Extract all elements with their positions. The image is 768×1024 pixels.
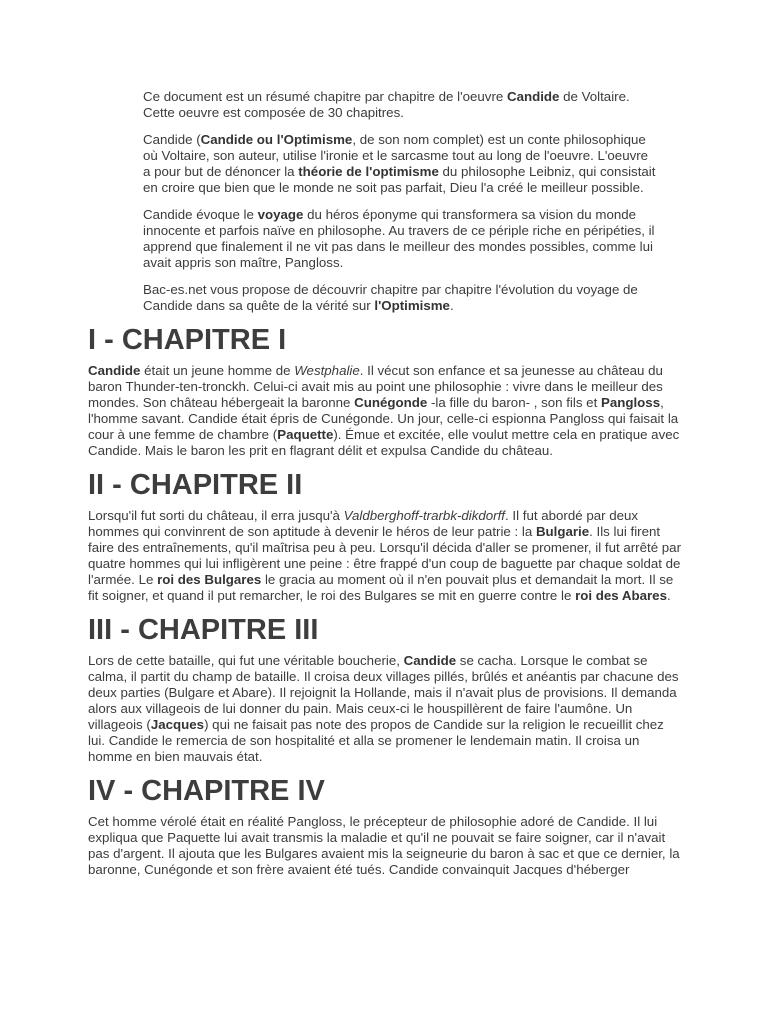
text-run: Cunégonde bbox=[354, 395, 428, 410]
text-run: ) qui ne faisait pas note des propos de Candide sur la religion le recueillit chez lui. Candide le remercia de son hospitalité et alla se promener le lendemain matin. Il croisa un homme en bien mauvais état. bbox=[88, 717, 664, 764]
text-run: Candide évoque le bbox=[143, 207, 258, 222]
text-run: Lorsqu'il fut sorti du château, il erra jusqu'à bbox=[88, 508, 344, 523]
text-run: . Ils lui firent faire des entraînements, qu'il maîtrisa peu à peu. Lorsqu'il décida d'aller se promener, il fut arrêté par quatre hommes qui lui infligèrent une peine : être frappé d'un coup de baguette par chaque soldat de l'armée. Le bbox=[88, 524, 681, 587]
text-run: . bbox=[449, 298, 454, 313]
text-run: du philosophe Leibniz, qui consistait en croire que bien que le monde ne soit pas parfait, Dieu l'a créé le meilleur possible. bbox=[143, 164, 656, 195]
text-run: était un jeune homme de bbox=[140, 363, 295, 378]
text-run: roi des Bulgares bbox=[157, 572, 262, 587]
text-run: roi des Abares bbox=[575, 588, 667, 603]
text-run: Jacques bbox=[150, 717, 205, 732]
text-run: Candide ( bbox=[143, 132, 201, 147]
text-run: voyage bbox=[257, 207, 304, 222]
intro-paragraph-3 bbox=[143, 207, 657, 271]
text-run: Bulgarie bbox=[535, 524, 590, 539]
intro-paragraph-2 bbox=[143, 132, 657, 196]
text-run: Westphalie bbox=[294, 363, 360, 378]
intro-paragraph-4 bbox=[143, 282, 657, 314]
text-run: ). Émue et excitée, elle voulut mettre cela en pratique avec Candide. Mais le baron les prit en flagrant délit et expulsa Candide du château. bbox=[88, 427, 680, 458]
intro-block bbox=[143, 89, 657, 314]
text-run: se cacha. Lorsque le combat se calma, il partit du champ de bataille. Il croisa deux villages pillés, brûlés et anéantis par chacune des deux parties (Bulgare et Abare). Il rejoignit la Hollande, mais il n'avait plus de provisions. Il demanda alors aux villageois de lui donner du pain. Mais ceux-ci le houspillèrent de faire l'aumône. Un villageois ( bbox=[88, 653, 679, 732]
text-run: l'Optimisme bbox=[374, 298, 450, 313]
text-run: le gracia au moment où il n'en pouvait plus et demandait la mort. Il se fit soigner, et quand il put remarcher, le roi des Bulgares se mit en guerre contre le bbox=[88, 572, 674, 603]
chapter-3-paragraph bbox=[88, 653, 684, 765]
text-run: Pangloss bbox=[600, 395, 661, 410]
text-run: Candide bbox=[403, 653, 457, 668]
text-run: du héros éponyme qui transformera sa vision du monde innocente et parfois naïve en philosophe. Au travers de ce périple riche en péripéties, il apprend que finalement il ne vit pas dans le meilleur des mondes possibles, comme lui avait appris son maître, Pangloss. bbox=[143, 207, 655, 270]
text-run: , l'homme savant. Candide était épris de Cunégonde. Un jour, celle-ci espionna Pangloss qui faisait la cour à une femme de chambre ( bbox=[88, 395, 679, 442]
chapter-4-heading: IV - CHAPITRE IV bbox=[88, 775, 325, 807]
text-run: . Il vécut son enfance et sa jeunesse au château du baron Thunder-ten-tronckh. Celui-ci avait mis au point une philosophie : vivre dans le meilleur des mondes. Son château hébergeait la baronne bbox=[88, 363, 663, 410]
chapter-2-heading: II - CHAPITRE II bbox=[88, 469, 303, 501]
text-run: Lors de cette bataille, qui fut une véritable boucherie, bbox=[88, 653, 404, 668]
intro-paragraph-1 bbox=[143, 89, 657, 121]
chapter-4-paragraph bbox=[88, 814, 684, 878]
text-run: , de son nom complet) est un conte philosophique où Voltaire, son auteur, utilise l'ironie et le sarcasme tout au long de l'oeuvre. L'oeuvre a pour but de dénoncer la bbox=[143, 132, 649, 179]
chapters-block bbox=[88, 325, 684, 878]
text-run: de Voltaire. Cette oeuvre est composée de 30 chapitres. bbox=[143, 89, 630, 120]
text-run: -la fille du baron- , son fils et bbox=[427, 395, 601, 410]
chapter-1-heading: I - CHAPITRE I bbox=[88, 324, 287, 356]
chapter-1-paragraph bbox=[88, 363, 684, 459]
text-run: Candide ou l'Optimisme bbox=[200, 132, 353, 147]
text-run: théorie de l'optimisme bbox=[298, 164, 439, 179]
chapter-2-paragraph bbox=[88, 508, 684, 604]
text-run: Candide bbox=[506, 89, 560, 104]
text-run: Paquette bbox=[277, 427, 334, 442]
text-run: Ce document est un résumé chapitre par chapitre de l'oeuvre bbox=[143, 89, 507, 104]
text-run: Cet homme vérolé était en réalité Pangloss, le précepteur de philosophie adoré de Candide. Il lui expliqua que Paquette lui avait transmis la maladie et qu'il ne pouvait se faire soigner, car il n'avait pas d'argent. Il ajouta que les Bulgares avaient mis la seigneurie du baron à sac et que ce dernier, la baronne, Cunégonde et son frère avaient été tués. Candide convainquit Jacques d'héberger bbox=[88, 814, 680, 877]
text-run: . Il fut abordé par deux hommes qui convinrent de son aptitude à devenir le héros de leur patrie : la bbox=[88, 508, 639, 539]
text-run: Bac-es.net vous propose de découvrir chapitre par chapitre l'évolution du voyage de Candide dans sa quête de la vérité sur bbox=[143, 282, 638, 313]
text-run: . bbox=[666, 588, 671, 603]
chapter-3-heading: III - CHAPITRE III bbox=[88, 614, 319, 646]
text-run: Valdberghoff-trarbk-dikdorff bbox=[343, 508, 506, 523]
text-run: Candide bbox=[88, 363, 141, 378]
